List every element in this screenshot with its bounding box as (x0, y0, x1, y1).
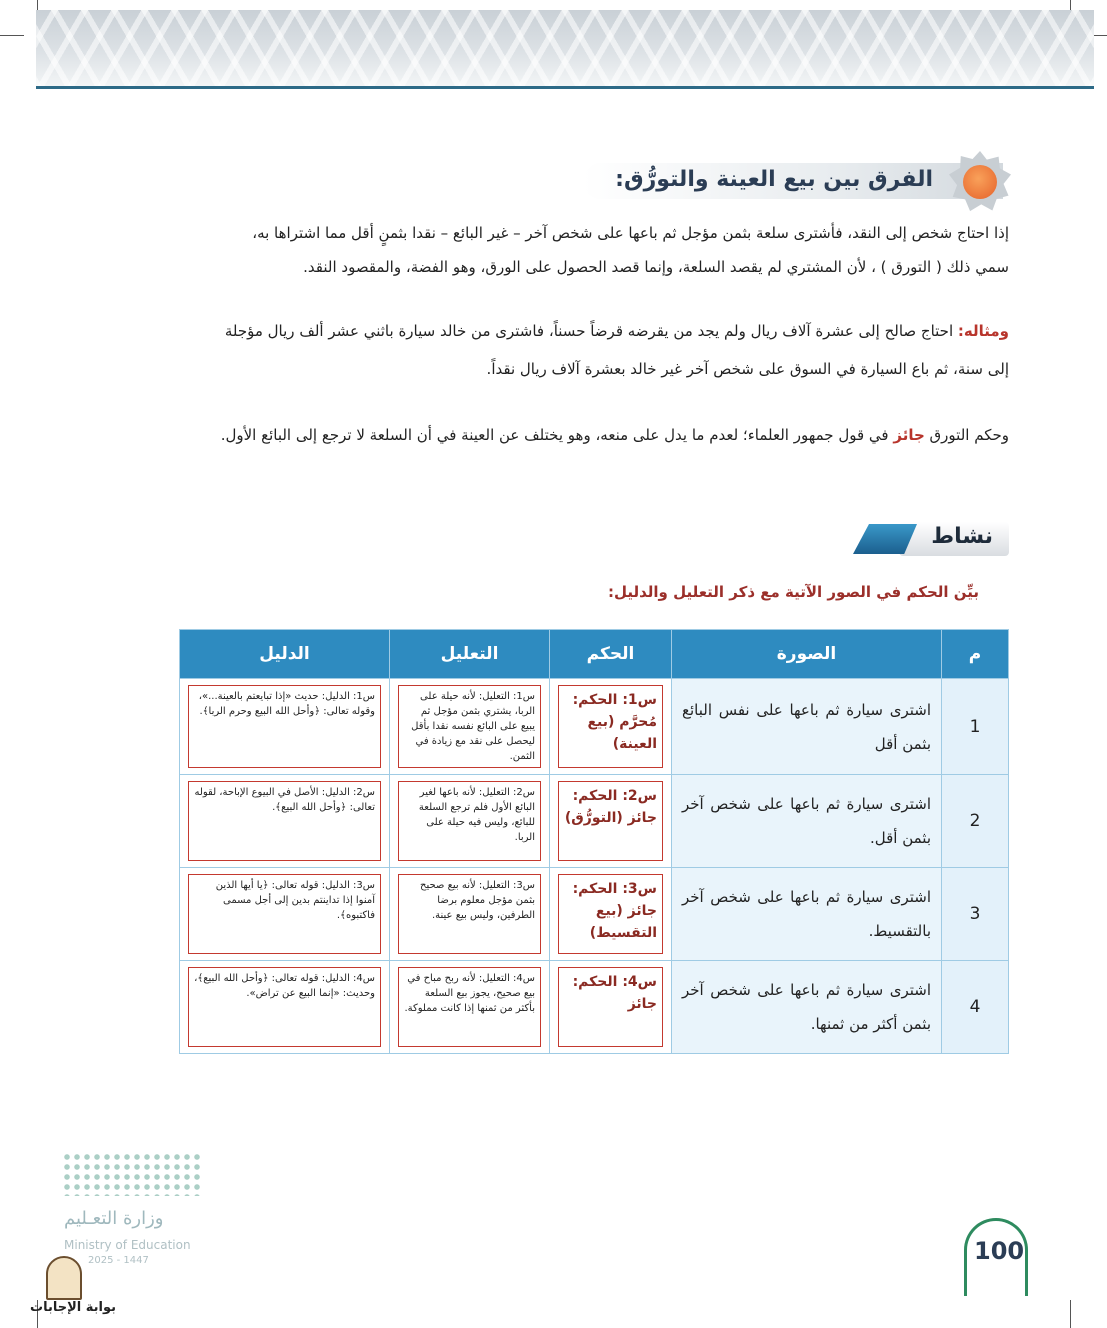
table-row (180, 868, 1009, 961)
header-scene: الصورة (672, 630, 942, 679)
ministry-year: 2025 - 1447 (88, 1255, 149, 1266)
row-reason: س3: التعليل: لأنه بيع صحيح بثمن مؤجل معلوم برضا الطرفين، وليس بيع عينة. (398, 874, 541, 954)
example-line-1 (225, 314, 1009, 348)
row-ruling: س1: الحكم: مُحرَّم (بيع العينة) (558, 685, 663, 768)
header-banner (36, 10, 1094, 88)
row-reason: س4: التعليل: لأنه ربح مباح في بيع صحيح، يجوز بيع السلعة بأكثر من ثمنها إذا كانت مملوكة. (398, 967, 541, 1047)
row-scene: اشترى سيارة ثم باعها على شخص آخر بثمن أكثر من ثمنها. (672, 961, 942, 1054)
ministry-name-english: Ministry of Education (64, 1238, 191, 1252)
page-number: 100 (974, 1237, 1025, 1265)
row-scene: اشترى سيارة ثم باعها على نفس البائع بثمن أقل (672, 679, 942, 775)
section-title-text: الفرق بين بيع العينة والتورُّق: (615, 167, 933, 192)
row-scene: اشترى سيارة ثم باعها على شخص آخر بثمن أقل. (672, 775, 942, 868)
row-evidence: س3: الدليل: قوله تعالى: ﴿يا أيها الذين آمنوا إذا تداينتم بدين إلى أجل مسمى فاكتبوه﴾. (188, 874, 381, 954)
header-reason: التعليل (390, 630, 550, 679)
example-line-2: إلى سنة، ثم باع السيارة في السوق على شخص آخر غير خالد بعشرة آلاف ريال نقداً. (486, 360, 1009, 378)
row-ruling: س2: الحكم: جائز (التورُّق) (558, 781, 663, 861)
row-reason: س1: التعليل: لأنه حيلة على الربا، يشتري بثمن مؤجل ثم يبيع على البائع نفسه نقدا بأقل ليحصل على نقد مع زيادة في الثمن. (398, 685, 541, 768)
section-title (543, 155, 1003, 205)
header-num: م (942, 630, 1009, 679)
row-reason: س2: التعليل: لأنه باعها لغير البائع الأول فلم ترجع السلعة للبائع، وليس فيه حيلة على الربا. (398, 781, 541, 861)
row-evidence: س1: الدليل: حديث «إذا تبايعتم بالعينة...»، وقوله تعالى: ﴿وأحل الله البيع وحرم الربا﴾. (188, 685, 381, 768)
row-number: 1 (942, 679, 1009, 775)
crop-mark (0, 35, 24, 36)
row-scene: اشترى سيارة ثم باعها على شخص آخر بالتقسيط. (672, 868, 942, 961)
rulings-table (179, 629, 1009, 1054)
intro-line-2: سمي ذلك ( التورق ) ، لأن المشتري لم يقصد السلعة، وإنما قصد الحصول على الورق، وهو الفضة، والمقصود النقد. (303, 258, 1009, 276)
example-label: ومثاله: (957, 322, 1009, 340)
portal-logo-icon (46, 1256, 82, 1300)
row-ruling: س4: الحكم: جائز (558, 967, 663, 1047)
intro-line-1: إذا احتاج شخص إلى النقد، فأشترى سلعة بثمن مؤجل ثم باعها على شخص آخر – غير البائع – نقدا بثمنٍ أقل مما اشتراها به، (252, 224, 1009, 242)
activity-header (841, 520, 1009, 558)
header-ruling: الحكم (550, 630, 672, 679)
star-badge-center-icon (963, 165, 997, 199)
table-row (180, 679, 1009, 775)
row-evidence: س4: الدليل: قوله تعالى: ﴿وأحل الله البيع﴾، وحديث: «إنما البيع عن تراض». (188, 967, 381, 1047)
row-number: 4 (942, 961, 1009, 1054)
ruling-rest: في قول جمهور العلماء؛ لعدم ما يدل على منعه، وهو يختلف عن العينة في أن السلعة لا ترجع إلى البائع الأول. (220, 426, 889, 444)
crop-mark (1070, 1300, 1071, 1328)
row-number: 3 (942, 868, 1009, 961)
ruling-prefix: وحكم التورق (929, 426, 1009, 444)
row-evidence: س2: الدليل: الأصل في البيوع الإباحة، لقوله تعالى: ﴿وأحل الله البيع﴾. (188, 781, 381, 861)
activity-instruction: بيِّن الحكم في الصور الآتية مع ذكر التعليل والدليل: (607, 583, 979, 601)
ministry-logo-icon (62, 1152, 202, 1196)
ruling-paragraph (221, 418, 1009, 452)
table-row (180, 775, 1009, 868)
ministry-name-arabic: وزارة التعـليم (64, 1208, 164, 1229)
ruling-word: جائز (893, 426, 925, 444)
portal-name: بوابة الإجابات (30, 1300, 116, 1315)
table-row (180, 961, 1009, 1054)
activity-label: نشاط (931, 524, 993, 549)
header-evidence: الدليل (180, 630, 390, 679)
row-number: 2 (942, 775, 1009, 868)
header-divider (36, 86, 1094, 89)
example-text-1: احتاج صالح إلى عشرة آلاف ريال ولم يجد من يقرضه قرضاً حسناً، فاشترى من خالد سيارة باثني عشر ألف ريال مؤجلة (224, 322, 954, 340)
table-header-row (180, 630, 1009, 679)
row-ruling: س3: الحكم: جائز (بيع التقسيط) (558, 874, 663, 954)
